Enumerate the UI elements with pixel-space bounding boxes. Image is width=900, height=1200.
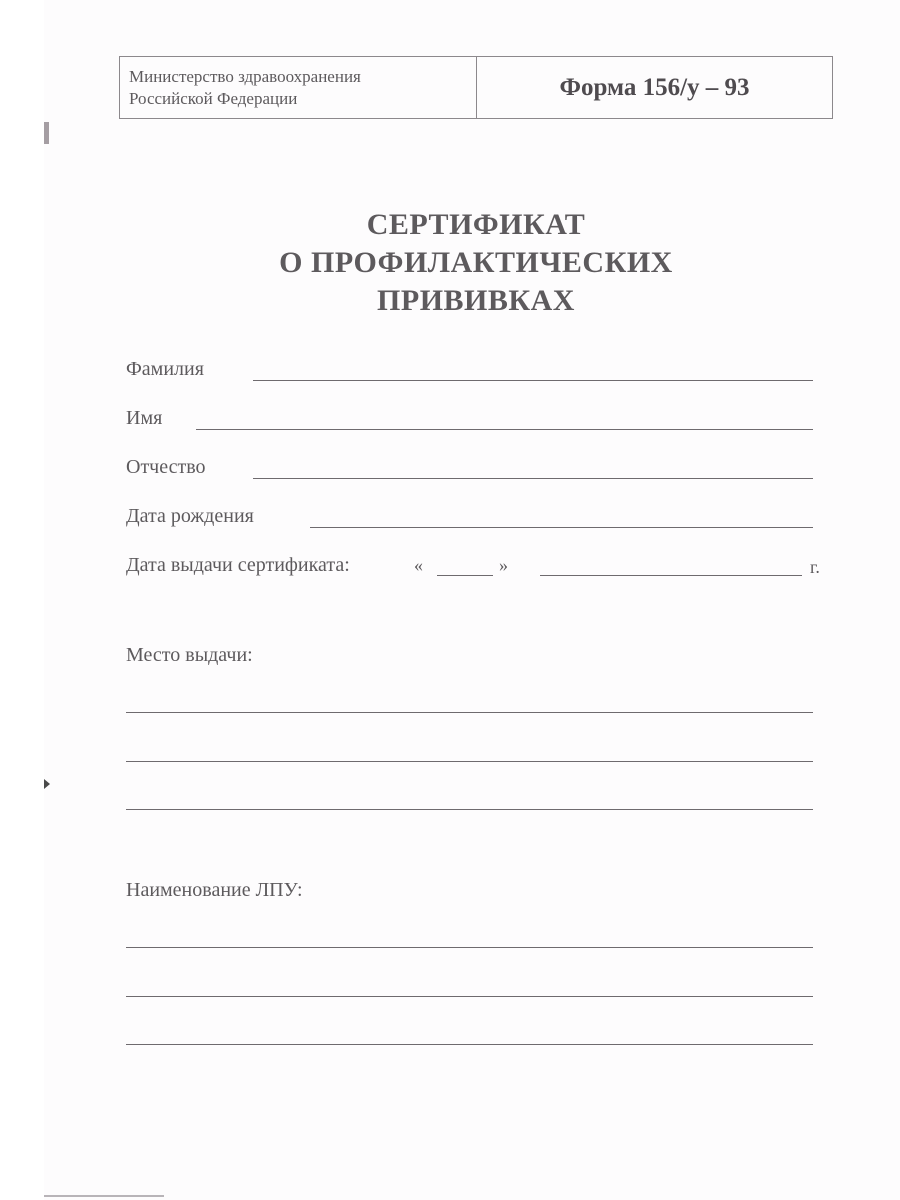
issue-date-label: Дата выдачи сертификата: [126, 554, 350, 576]
issue-place-label: Место выдачи: [126, 644, 253, 666]
facility-label: Наименование ЛПУ: [126, 879, 303, 901]
arrow-right-icon [44, 779, 50, 789]
form-number: Форма 156/у – 93 [559, 73, 750, 101]
ministry-line-2: Российской Федерации [129, 89, 298, 108]
title-line-3: ПРИВИВКАХ [377, 284, 575, 317]
surname-label: Фамилия [126, 358, 204, 380]
quote-open: « [414, 555, 423, 575]
surname-field[interactable] [253, 380, 813, 381]
name-field[interactable] [196, 429, 813, 430]
issue-month-field[interactable] [540, 575, 802, 576]
title-line-2: О ПРОФИЛАКТИЧЕСКИХ [279, 246, 673, 279]
patronymic-field[interactable] [253, 478, 813, 479]
birth-date-field[interactable] [310, 527, 813, 528]
facility-line-1[interactable] [126, 947, 813, 948]
quote-close: » [499, 555, 508, 575]
issue-place-line-2[interactable] [126, 761, 813, 762]
form-header [119, 56, 833, 119]
title-line-1: СЕРТИФИКАТ [366, 208, 586, 241]
facility-line-2[interactable] [126, 996, 813, 997]
binding-mark [44, 122, 49, 144]
form-number-cell [477, 57, 832, 118]
ministry-line-1: Министерство здравоохранения [129, 67, 361, 86]
issue-place-line-3[interactable] [126, 809, 813, 810]
name-label: Имя [126, 407, 163, 429]
year-suffix: г. [810, 557, 820, 577]
certificate-title [0, 206, 900, 320]
form-page [44, 0, 900, 1200]
birth-date-label: Дата рождения [126, 505, 254, 527]
page-edge [44, 1195, 164, 1197]
issue-place-line-1[interactable] [126, 712, 813, 713]
issue-day-field[interactable] [437, 575, 493, 576]
facility-line-3[interactable] [126, 1044, 813, 1045]
ministry-cell [120, 57, 477, 118]
patronymic-label: Отчество [126, 456, 206, 478]
